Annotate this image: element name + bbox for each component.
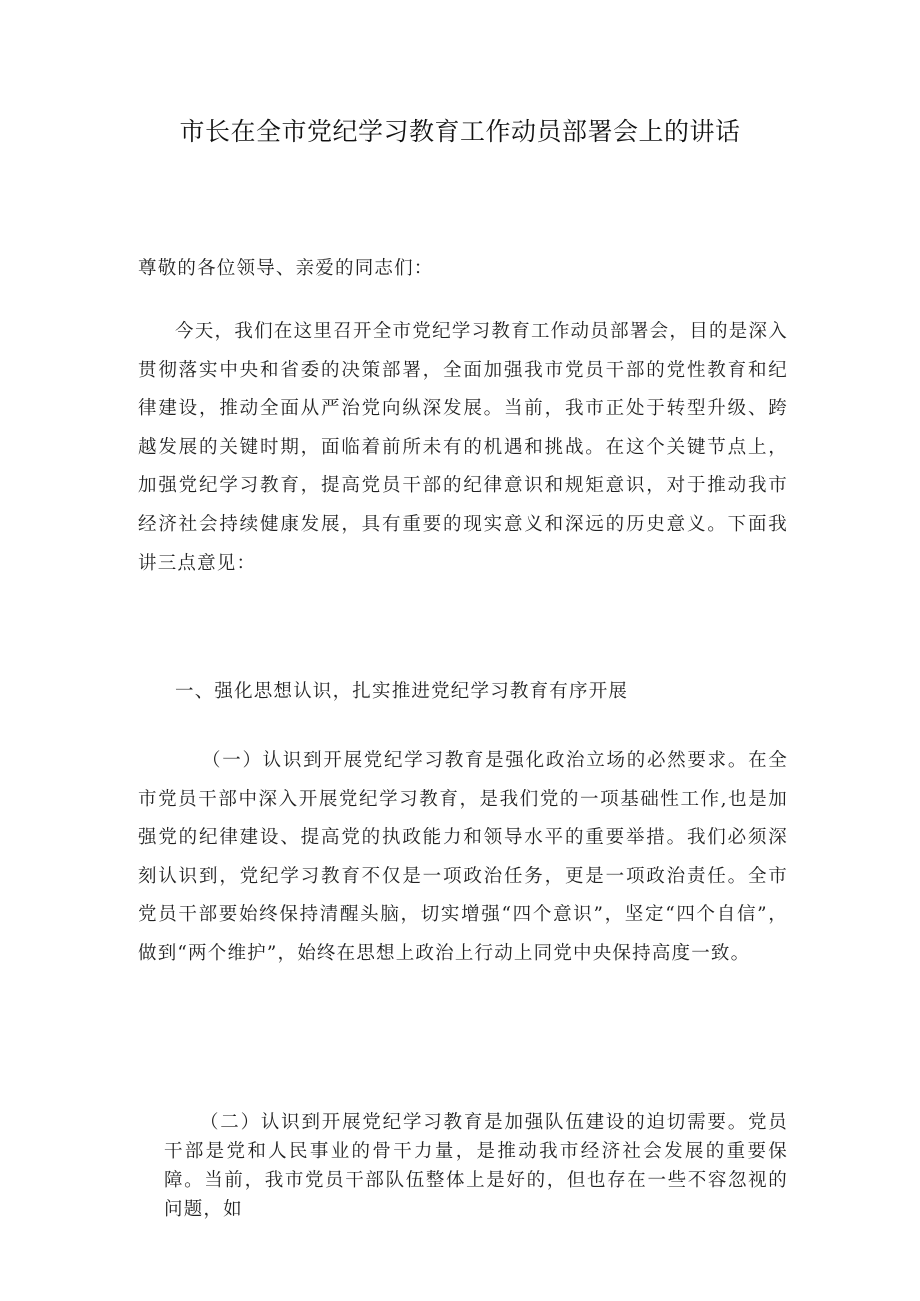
salutation: 尊敬的各位领导、亲爱的同志们： xyxy=(138,258,434,279)
subsection-paragraph-2: （二）认识到开展党纪学习教育是加强队伍建设的迫切需要。党员干部是党和人民事业的骨干力量，是推动我市经济社会发展的重要保障。当前，我市党员干部队伍整体上是好的，但也存在一些不容忽视的问题，如 xyxy=(164,1112,788,1220)
intro-paragraph: 今天，我们在这里召开全市党纪学习教育工作动员部署会，目的是深入贯彻落实中央和省委的决策部署，全面加强我市党员干部的党性教育和纪律建设，推动全面从严治党向纵深发展。当前，我市正处于转型升级、跨越发展的关键时期，面临着前所未有的机遇和挑战。在这个关键节点上，加强党纪学习教育，提高党员干部的纪律意识和规矩意识，对于推动我市经济社会持续健康发展，具有重要的现实意义和深远的历史意义。下面我讲三点意见： xyxy=(138,321,788,574)
section-heading: 一、强化思想认识，扎实推进党纪学习教育有序开展 xyxy=(175,681,629,702)
subsection-paragraph-1: （一）认识到开展党纪学习教育是强化政治立场的必然要求。在全市党员干部中深入开展党纪学习教育，是我们党的一项基础性工作,也是加强党的纪律建设、提高党的执政能力和领导水平的重要举措。我们必须深刻认识到，党纪学习教育不仅是一项政治任务，更是一项政治责任。全市党员干部要始终保持清醒头脑，切实增强“四个意识”，坚定“四个自信”，做到“两个维护”，始终在思想上政治上行动上同党中央保持高度一致。 xyxy=(138,750,788,964)
page-title: 市长在全市党纪学习教育工作动员部署会上的讲话 xyxy=(179,117,741,146)
